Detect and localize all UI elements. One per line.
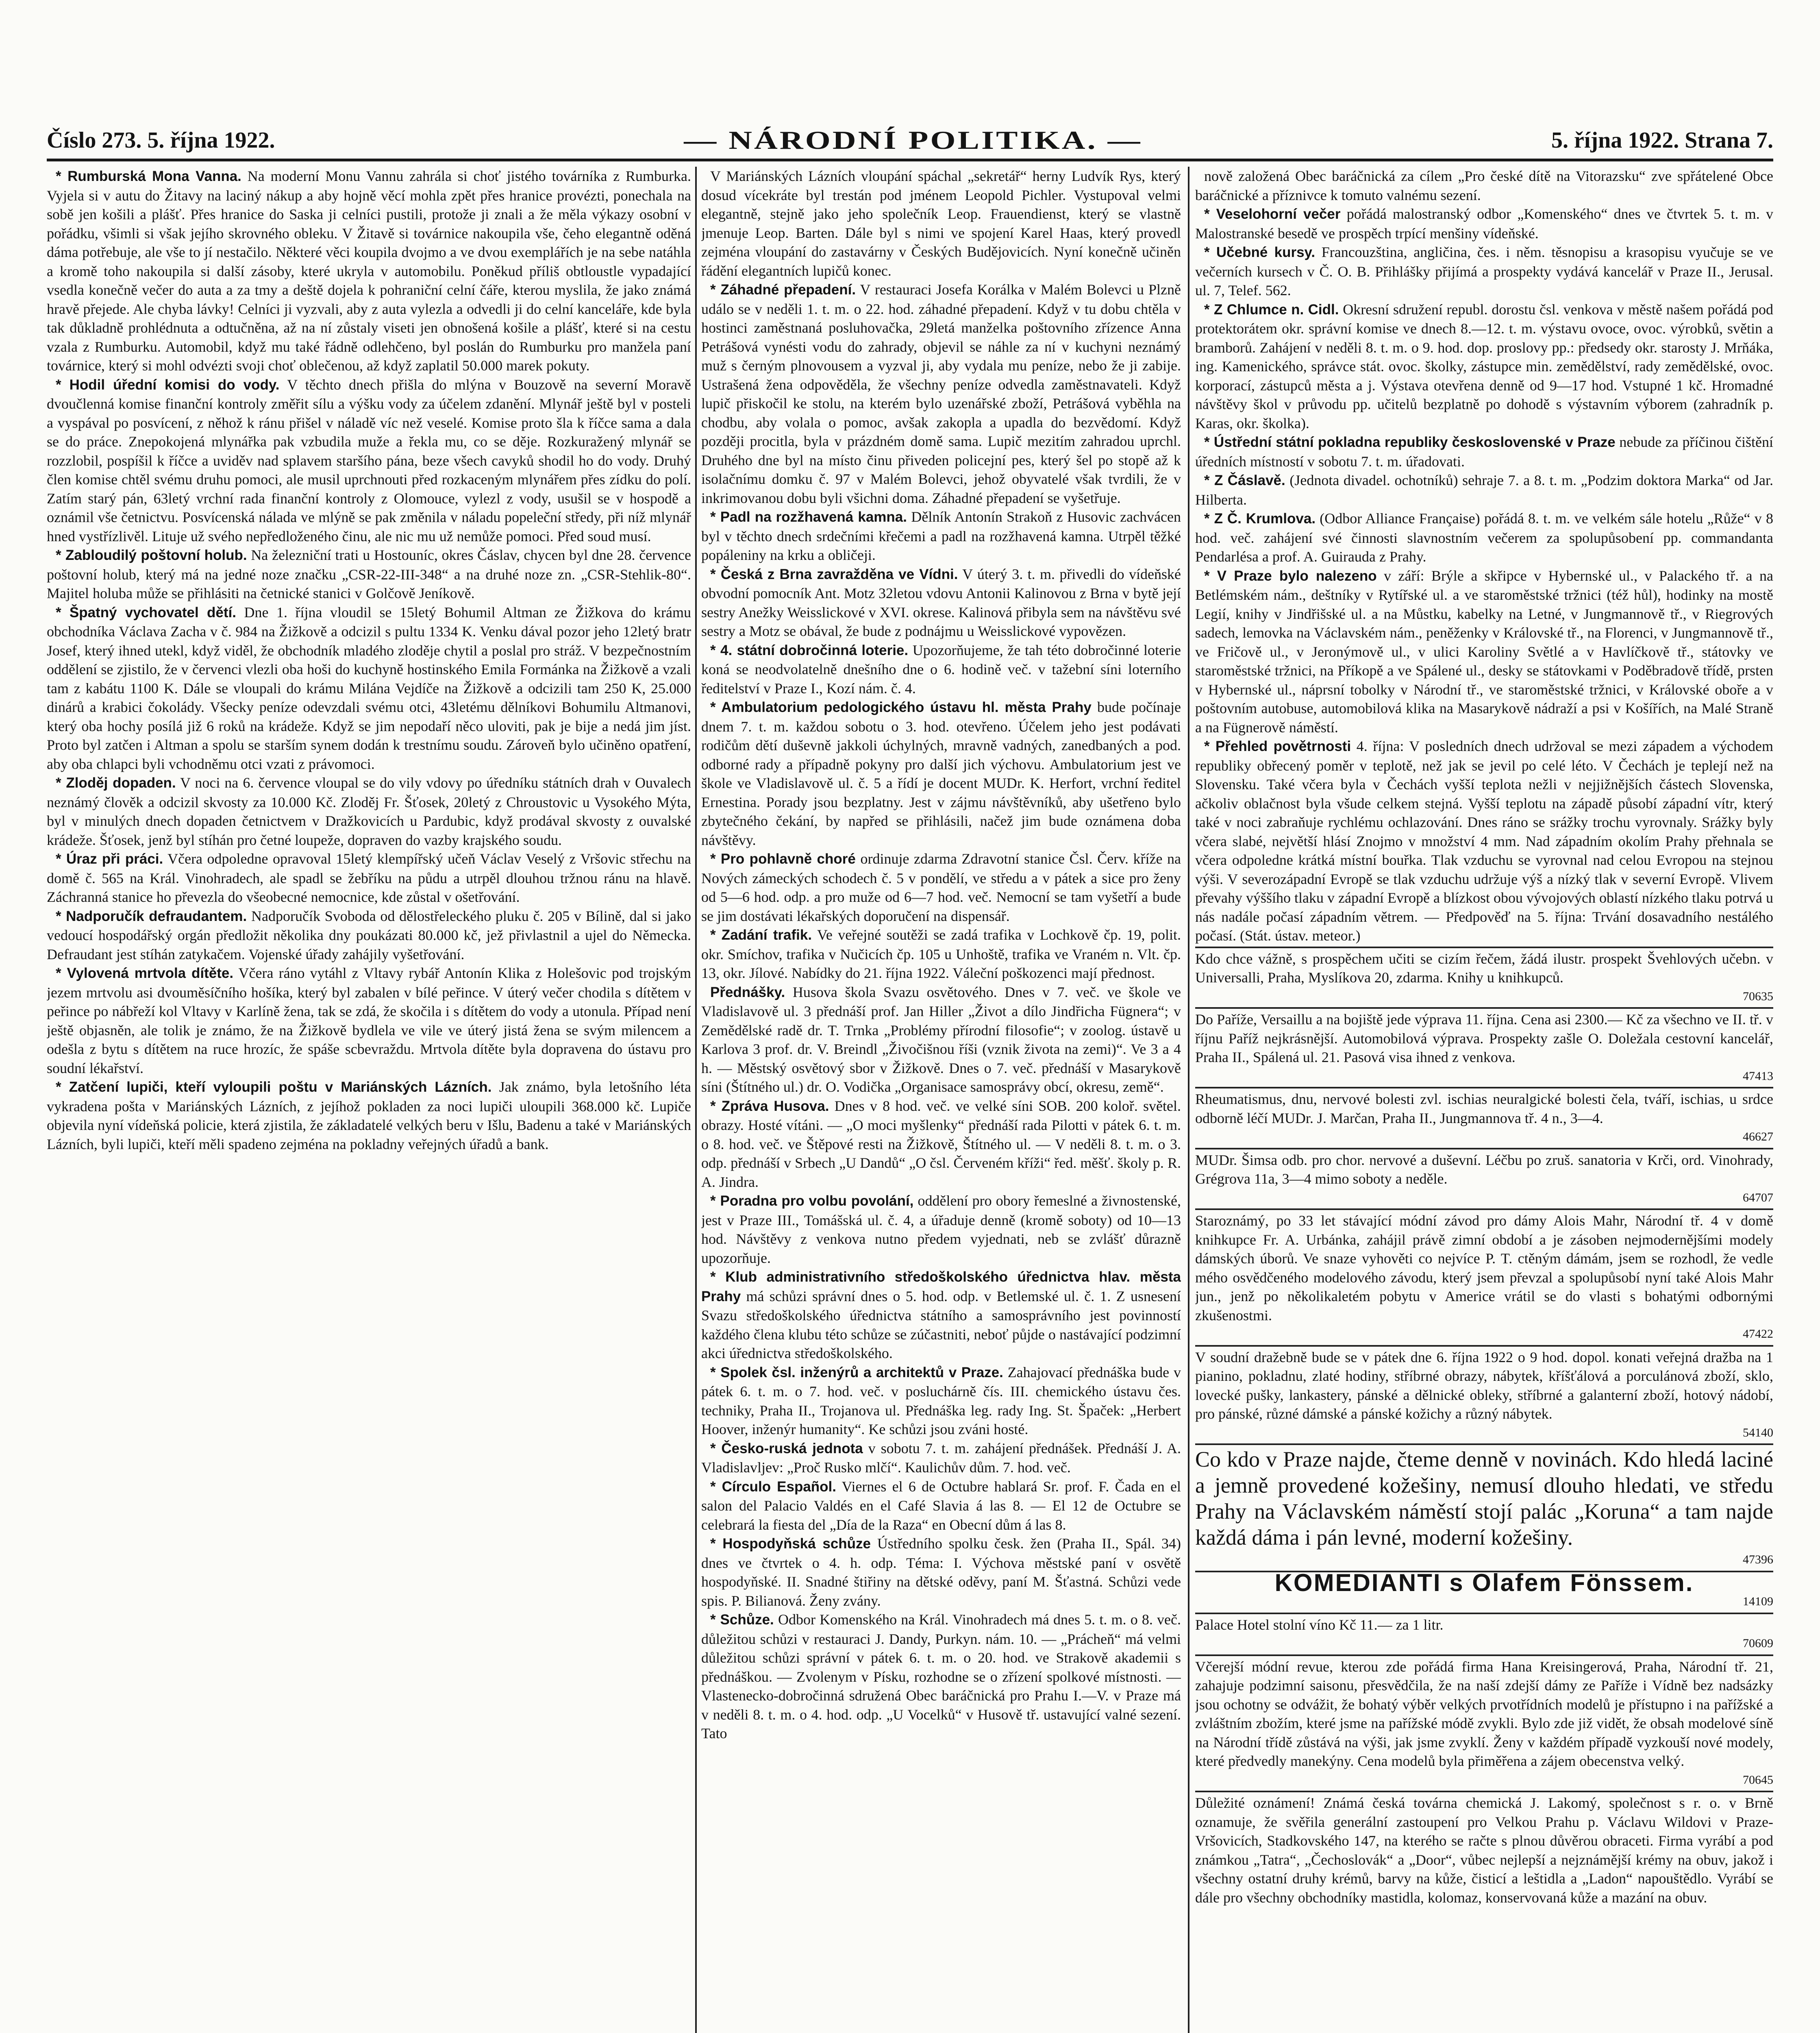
- advertisement: [1195, 1148, 1773, 1208]
- ad-reference-number: 70635: [1743, 989, 1773, 1003]
- article: [701, 1439, 1181, 1477]
- article-body: Včera odpoledne opravoval 15letý klempířský učeň Václav Veselý z Vršovic střechu na domě č. 565 na Král. Vinohradech, ale spadl se žebříku na půdu a utrpěl dlouhou tržnou ránu na hlavě. Záchranná stanice ho převezla do všeobecné nemocnice, kde zůstal v ošetřování.: [47, 851, 691, 905]
- article-body: má schůzi správní dnes o 5. hod. odp. v Betlemské ul. č. 1. Z usnesení Svazu středoškolského úřednictva státního a samosprávního jest povinností každého člena klubu této schůze se zúčastniti, neboť půjde o nastávající podzimní akci úřednictva středoškolského.: [701, 1288, 1181, 1361]
- article-headline: * Vylovená mrtvola dítěte.: [56, 965, 234, 981]
- article: [47, 375, 691, 546]
- advertisement-text: Rheumatismus, dnu, nervové bolesti zvl. ischias neuralgické bolesti čela, tváří, ischias, u srdce odborně léčí MUDr. J. Marčan, Praha II., Jungmannova tř. 4 n., 3—4.: [1195, 1091, 1773, 1126]
- article-headline: * Schůze.: [710, 1612, 774, 1628]
- article-body: ordinuje zdarma Zdravotní stanice Čsl. Červ. kříže na Nových zámeckých schodech č. 5 v pondělí, ve středu a v pátek a sice pro ženy od 5—6 hod. odp. a pro muže od 6—7 hod. več. Nemocní se tam vyšetří a bude se jim dostávati lékařských doporučení na dispensář.: [701, 851, 1181, 924]
- article: [701, 1097, 1181, 1192]
- article-body: Viernes el 6 de Octubre hablará Sr. prof. F. Čada en el salon del Palacio Valdés en el Café Slavia á las 8. — El 12 de Octubre se celebrará la fiesta del „Día de la Raza“ en Obecní dům á las 8.: [701, 1478, 1181, 1533]
- column-2: [701, 167, 1181, 2033]
- column-3: [1195, 167, 1773, 2033]
- article: [1195, 471, 1773, 509]
- article: [701, 698, 1181, 849]
- advertisement: [1195, 1443, 1773, 1569]
- column-rule: [695, 167, 697, 2033]
- ad-reference-number: 47396: [1743, 1553, 1773, 1566]
- article: [1195, 433, 1773, 471]
- advertisement-text: Do Paříže, Versaillu a na bojiště jede výprava 11. října. Cena asi 2300.— Kč za všechno ve II. tř. v říjnu Paříž nejkrásnější. Automobilová výprava. Prospekty zašle O. Doležala cestovní kancelář, Praha II., Spálená ul. 21. Pasová visa ihned z venkova.: [1195, 1011, 1773, 1065]
- advertisement-text: Staroznámý, po 33 let stávající módní závod pro dámy Alois Mahr, Národní tř. 4 v domě knihkupce Fr. A. Urbánka, zahájil právě zimní období a je zásoben nejmodernějšími modely dámských úborů. Ve snaze vyhověti co nejvíce P. T. ctěným dámám, jsem se rozhodl, že vedle mého osvědčeného modelového závodu, který jsem převzal a spolupůsobí nyní také Alois Mahr jun., jenž po několikaletém pobytu v Americe vrátil se do vlasti s bohatými odbornými zkušenostmi.: [1195, 1212, 1773, 1323]
- article-body: V restauraci Josefa Korálka v Malém Bolevci u Plzně událo se v neděli 1. t. m. o 22. hod. záhadné přepadení. Když v tu dobu chtěla v hostinci zaměstnaná posluhovačka, 29letá manželka poštovního zřízence Anna Petrášová vynésti vodu do zahrady, objevil se náhle za ní v kuchyni neznámý muž s černým plnovousem a vyzval ji, aby vydala mu peníze, nebo že ji zabije. Ustrašená žena odpověděla, že všechny peníze odvedla zaměstnavateli. Když lupič přiskočil ke stolu, na kterém bylo uzenářské zboží, Petrášová vyběhla na chodbu, aby volala o pomoc, avšak zakopla a upadla do bezvědomí. Když později procitla, byla v prázdném domě sama. Lupič mezitím zahradou uprchl. Druhého dne byl na místo činu přiveden policejní pes, který šel po stopě až k isolačnímu domku č. 97 v Malém Bolevci, jehož obyvatelé však tvrdili, že v inkrimovanou dobu byli všichni doma. Záhadné přepadení se vyšetřuje.: [701, 281, 1181, 506]
- article-headline: * Rumburská Mona Vanna.: [56, 168, 241, 184]
- article: [47, 603, 691, 774]
- issue-number-date: Číslo 273. 5. října 1922.: [47, 128, 275, 153]
- ad-reference-number: 70645: [1743, 1773, 1773, 1787]
- article-body: Odbor Komenského na Král. Vinohradech má dnes 5. t. m. o 8. več. důležitou schůzi v restauraci J. Dandy, Purkyn. nám. 10. — „Prácheň“ má velmi důležitou schůzi správní v pátek 6. t. m. o 20. hod. ve Strakově akademii s přednáškou. — Zvolenym v Písku, rozhodne se o zřízení spolkové místnosti. — Vlastenecko-dobročinná sdružená Obec baráčnická pro Prahu I.—V. v Praze má v neděli 8. t. m. o 4. hod. odp. „U Vocelků“ v Husově tř. ustavující valné sezení. Tato: [701, 1611, 1181, 1741]
- article-body: Na železniční trati u Hostouníc, okres Čáslav, chycen byl dne 28. července poštovní holub, který má na jedné noze značku „CSR-22-III-348“ a na druhé noze zn. „CSR-Stehlik-80“. Majitel holuba může se přihlásiti na četnické stanici v Golčově Jeníkově.: [47, 547, 691, 601]
- article: [1195, 509, 1773, 566]
- article-headline: * Zpráva Husova.: [710, 1098, 829, 1114]
- article: [1195, 737, 1773, 945]
- article-headline: * Z Č. Krumlova.: [1204, 511, 1316, 527]
- article: [701, 167, 1181, 280]
- advertisement: [1195, 1007, 1773, 1086]
- advertisement: [1195, 1613, 1773, 1653]
- article-body: 4. října: V posledních dnech udržoval se mezi západem a východem republiky obřecený poměr v teplotě, než jak se jevil po celé léto. V Čechách je teplejí než na Slovensku. Také včera byla v Čechách vyšší teplota nežli v nejjižnějších částech Slovenska, ačkoliv oblačnost byla všude celkem stejná. Vyšší teplotu na západě působí západní vítr, který také v noci zabraňuje rychlému ochlazování. Dnes ráno se srážky trochu vyrovnaly. Srážky byly včera slabé, největší hlásí Znojmo v množství 4 mm. Nad západním okolím Prahy přehnala se včera odpoledne krátká místní bouřka. Tlak vzduchu se vyrovnal nad celou Evropou na stejnou výši. V severozápadní Evropě se tlak vzduchu udržuje výš a nízký tlak v severní Evropě. Vlivem převahy výššího tlaku v západní Evropě a blízkost obou vývojových oblastí nízkého tlaku potrvá u nás nadále počasí západním větrem. — Předpověď na 5. října: Trvání dosavadního nestálého počasí. (Stát. ústav. meteor.): [1195, 738, 1773, 944]
- article-body: Ve veřejné soutěži se zadá trafika v Lochkově čp. 19, polit. okr. Smíchov, trafika v Nučicích čp. 105 u Unhoště, trafika ve Vraném n. Vlt. čp. 13, okr. Jílové. Nabídky do 21. října 1922. Váleční poškozenci mají přednost.: [701, 927, 1181, 981]
- article: [701, 507, 1181, 565]
- advertisement-text: Kdo chce vážně, s prospěchem učiti se cizím řečem, žádá ilustr. prospekt Švehlových učebn. v Universalli, Praha, Myslíkova 20, zdarma. Knihy u knihkupců.: [1195, 950, 1773, 986]
- article: [701, 280, 1181, 507]
- article-headline: * Zadání trafik.: [710, 927, 812, 943]
- ad-reference-number: 54140: [1743, 1426, 1773, 1439]
- article: [47, 907, 691, 964]
- page-header: [47, 122, 1773, 161]
- article-body: Husova škola Svazu osvětového. Dnes v 7. več. ve škole ve Vladislavově ul. 3 přednáší prof. Jan Hiller „Život a dílo Jindřicha Fügnera“; v Zemědělské radě dr. T. Trnka „Problémy přírodní filosofie“; v zoolog. ústavě u Karlova 3 prof. dr. V. Breindl „Živočišnou říši (vznik života na zemi)“. Ve 3 a 4 h. — Městský osvětový sbor v Žižkově. Dnes o 7. več. přednáší v Masarykově síni (Štítného ul.) dr. O. Vodička „Organisace samosprávy obcí, okresu, země“.: [701, 984, 1181, 1095]
- article-headline: Přednášky.: [710, 984, 785, 1000]
- article-body: Dělník Antonín Strakoň z Husovic zachvácen byl v těchto dnech srdečními křečemi a padl na rozžhavená kamna. Utrpěl těžké popáleniny na krku a obličeji.: [701, 509, 1181, 563]
- article-body: (Jednota divadel. ochotníků) sehraje 7. a 8. t. m. „Podzim doktora Marka“ od Jar. Hilberta.: [1195, 472, 1773, 508]
- article-headline: * Ústřední státní pokladna republiky československé v Praze: [1204, 434, 1616, 450]
- article-headline: * Círculo Español.: [710, 1478, 836, 1495]
- column-3-articles: [1195, 167, 1773, 945]
- advertisement: [1195, 1571, 1773, 1611]
- article: [1195, 566, 1773, 737]
- article: [47, 849, 691, 907]
- article: [701, 1267, 1181, 1363]
- article-headline: * Pro pohlavně choré: [710, 851, 856, 867]
- article: [701, 849, 1181, 925]
- article: [47, 1077, 691, 1154]
- article-body: Zahajovací přednáška bude v pátek 6. t. m. o 7. hod. več. v posluchárně čís. III. chemického ústavu čes. techniky, Praha II., Trojanova ul. Přednáška leg. rady Ing. St. Špaček: „Herbert Hoover, inženýr humanity“. Ke schůzi jsou zváni hosté.: [701, 1364, 1181, 1437]
- article-headline: * Klub administrativního středoškolského úřednictva hlav. města Prahy: [701, 1269, 1181, 1304]
- masthead-title: — NÁRODNÍ POLITIKA. —: [684, 126, 1142, 155]
- article-body: Nadporučík Svoboda od dělostřeleckého pluku č. 205 v Bílině, dal si jako vedoucí hospodářský orgán předložit několika dny poukázati 80.000 kč, jež přivlastnil a ujel do Německa. Defraudant jest stíhán zatykačem. Vojenské úřady zahájily vyšetřování.: [47, 908, 691, 962]
- article: [47, 167, 691, 375]
- article-headline: * 4. státní dobročinná loterie.: [710, 642, 909, 658]
- article: [1195, 300, 1773, 433]
- article-body: oddělení pro obory řemeslné a živnostenské, jest v Praze III., Tomášská ul. č. 4, a úřaduje denně (kromě soboty) od 10—13 hod. Návštěvy z venkova nutno předem vyjednati, neb se zvlášť důrazně upozorňuje.: [701, 1193, 1181, 1266]
- article-body: Jak známo, byla letošního léta vykradena pošta v Mariánských Lázních, z jejíhož pokladen za noci lupiči uloupili 368.000 kč. Lupiče objevila nyní vídeňská policie, která zjistila, že základatelé velkých beru v Išlu, Badenu a také v Mariánských Lázních, byli lupiči, kteří měli spadeno zejména na pokladny veřejných úřadů a bank.: [47, 1079, 691, 1152]
- advertisement-text: Včerejší módní revue, kterou zde pořádá firma Hana Kreisingerová, Praha, Národní tř. 21, zahajuje podzimní saisonu, přesvědčila, že na naší zdejší dámy ze Paříže i Vídně bez nadsázky jsou ochotny se odvážit, že bohatý výběr velkých prvotřídních modelů je přístupno i na pařížské a zvláštním zbožím, které jsme na pařížské módě zvykli. Bylo zde již vidět, že obsah modelové síně na Národní třídě zůstává na výši, jak jsme zvyklí. Ženy v každém případě vyzkouší nové modely, které předvedly manekýny. Cena modelů byla přiměřena a zájem obecenstva velký.: [1195, 1658, 1773, 1769]
- article: [701, 1534, 1181, 1610]
- article-body: Ústředního spolku česk. žen (Praha II., Spál. 34) dnes ve čtvrtek o 4. h. odp. Téma: I. Výchova městské paní v osvětě hospodyňské. II. Snadné štiřiny na dětské oděvy, paní M. Šťastná. Schůzi vede spis. P. Bilianová. Ženy zvány.: [701, 1535, 1181, 1609]
- article-body: pořádá malostranský odbor „Komenského“ dnes ve čtvrtek 5. t. m. v Malostranské besedě ve prospěch trpící menšiny vídeňské.: [1195, 206, 1773, 242]
- article-headline: * Ambulatorium pedologického ústavu hl. města Prahy: [710, 699, 1092, 715]
- article-body: Francouzština, angličina, čes. i něm. těsnopisu a krasopisu vyučuje se ve večerních kursech v Č. O. B. Přihlášky přijímá a prospekty vydává kancelář v Praze II., Jerusal. ul. 7, Telef. 562.: [1195, 244, 1773, 298]
- article: [701, 1363, 1181, 1439]
- advertisement: [1195, 1791, 1773, 1907]
- article-body: nově založená Obec baráčnická za cílem „Pro české dítě na Vitorazsku“ zve spřátelené Obce baráčnické a příznivce k tomuto valnému sezení.: [1195, 168, 1773, 203]
- article-headline: * Hospodyňská schůze: [710, 1536, 871, 1552]
- ad-reference-number: 70609: [1743, 1637, 1773, 1650]
- advertisement: [1195, 947, 1773, 1006]
- article-body: V úterý 3. t. m. přivedli do vídeňské obvodní pomocník Ant. Motz 32letou vdovu Antonii Kalinovou z Brna v bytě její sestry Anežky Weisslickové v XVI. okrese. Kalinová přibyla sem na návštěvu své sestry a Motz se obával, že bude z podnájmu u Weisslickové vypovězen.: [701, 566, 1181, 639]
- article-headline: * Záhadné přepadení.: [710, 282, 856, 298]
- article-headline: * Z Čáslavě.: [1204, 472, 1285, 488]
- article-body: bude počínaje dnem 7. t. m. každou sobotu o 3. hod. otevřeno. Účelem jeho jest podávati rodičům dětí duševně jakkoli úchylných, mravně vadných, zanedbaných a pod. odborné rady a případně pokyny pro další jich výchovu. Ambulatorium jest ve škole ve Vladislavově ul. č. 5 a řídí je docent MUDr. K. Herfort, vrchní ředitel Ernestina. Porady jsou bezplatny. Jest v zájmu návštěvníků, aby ušetřeno bylo zbytečného čekání, by napřed se přihlásili, načež jim bude oznámena doba návštěvy.: [701, 699, 1181, 848]
- ad-reference-number: 64707: [1743, 1191, 1773, 1204]
- article-body: V noci na 6. července vloupal se do vily vdovy po úředníku státních drah v Ouvalech neznámý člověk a odcizil skvosty za 10.000 Kč. Zloděj Fr. Šťosek, 20letý z Chroustovic u Vysokého Mýta, byl v minulých dnech dopaden četnictvem v Dražkovicích u Pardubic, když prodával skvosty z ouvalské krádeže. Šťosek, jenž byl stíhán pro četné loupeže, dopraven do vazby krajského soudu.: [47, 775, 691, 848]
- article: [47, 964, 691, 1077]
- article-headline: * V Praze bylo nalezeno: [1204, 568, 1377, 584]
- advertisement: [1195, 1654, 1773, 1790]
- article: [701, 1610, 1181, 1743]
- article: [701, 1191, 1181, 1267]
- article-body: Dne 1. října vloudil se 15letý Bohumil Altman ze Žižkova do krámu obchodníka Václava Zacha v č. 984 na Žižkově a odcizil s pultu 1334 K. Venku dával pozor jeho 12letý bratr Josef, který ihned utekl, když viděl, že obchodník mladého zloděje chytil a poslal pro stráž. V bezpečnostním oddělení se zjistilo, že v červenci vlezli oba hoši do kuchyně hostinského Emila Formánka na Žižkově a vzali tam z kabátu 1100 K. Dále se vloupali do krámu Milána Vejdíče na Žižkově a odcizili tam 250 K, 25.000 dinárů a krabici čokolády. Všecky peníze odevzdali svému otci, 43letému dělníkovi Bohumilu Altmanovi, který oba hochy posílá již 6 roků na krádeže. Když se jim nepodaří něco uloviti, pak je bije a nedá jim jíst. Proto byl zatčen i Altman a spolu se starším synem dodán k trestnímu soudu. Zároveň bylo učiněno opatření, aby oba chlapci byli vchodněmu otci vzati z právomoci.: [47, 604, 691, 772]
- article-headline: * Z Chlumce n. Cidl.: [1204, 301, 1339, 318]
- article-body: nebude za příčinou čištění úředních místností v sobotu 7. t. m. úřadovati.: [1195, 434, 1773, 470]
- page-date-number: 5. října 1922. Strana 7.: [1551, 128, 1773, 153]
- article-headline: * Česko-ruská jednota: [710, 1440, 863, 1456]
- column-rule: [1188, 167, 1189, 2033]
- article-headline: * Zabloudilý poštovní holub.: [56, 547, 247, 563]
- advertisement-text: KOMEDIANTI s Olafem Fönssem.: [1274, 1569, 1694, 1596]
- ad-reference-number: 46627: [1743, 1130, 1773, 1143]
- article-body: v sobotu 7. t. m. zahájení přednášek. Přednáší J. A. Vladislavljev: „Proč Rusko mlčí“. Kaulichův dům. 7. hod. več.: [701, 1440, 1181, 1476]
- advertisement-text: Co kdo v Praze najde, čteme denně v novinách. Kdo hledá laciné a jemně provedené kožešiny, nemusí dlouho hledati, ve středu Prahy na Václavském náměstí stojí palác „Koruna“ a tam najde každá dáma i pán levné, moderní kožešiny.: [1195, 1447, 1773, 1550]
- article-headline: * Učebné kursy.: [1204, 244, 1316, 260]
- article-headline: * Přehled povětrnosti: [1204, 738, 1351, 754]
- article-body: Upozorňujeme, že tah této dobročinné loterie koná se neodvolatelně dnešního dne o 6. hodině več. v tažební síni loterního ředitelství v Praze I., Kozí nám. č. 4.: [701, 642, 1181, 697]
- article-headline: * Česká z Brna zavražděna ve Vídni.: [710, 566, 958, 582]
- article-headline: * Nadporučík defraudantem.: [56, 908, 247, 924]
- article-body: V těchto dnech přišla do mlýna v Bouzově na severní Moravě dvoučlenná komise finanční kontroly změřit sílu a výšku vody za účelem zdanění. Mlynář ještě byl v posteli a vyspával po posvícení, z něhož k ránu přišel v náladě víc než veselé. Komise proto šla k říčce sama a dala se do práce. Znepokojená mlynářka pak vzbudila muže a řekla mu, co se děje. Rozkuražený mlynář se rozzlobil, pospíšil k říčce a uviděv nad splavem staršího pána, beze všech cavyků shodil ho do vody. Druhý člen komise chtěl svému druhu pomoci, ale musil uprchnouti před rozkaceným mlynářem přes zídku do polí. Zatím starý pán, 63letý vrchní rada finanční kontroly z Olomouce, vylezl z vody, usušil se v hospodě a oznámil vše četnictvu. Posvícenská nálada ve mlýně se pak změnila v náladu popeleční středy, při níž mlynář hned vystřízlivěl. Lituje už svého nepředloženého činu, ale nic mu už nemůže pomoci. Před soud musí.: [47, 376, 691, 544]
- article-headline: * Úraz při práci.: [56, 851, 163, 867]
- article: [701, 925, 1181, 983]
- advertisement-text: V soudní dražebně bude se v pátek dne 6. října 1922 o 9 hod. dopol. konati veřejná dražba na 1 pianino, pokladnu, zlaté hodiny, stříbrné obrazy, nábytek, kříšťálová a porculánová zboží, sklo, lovecké pušky, lankastery, pánské a dělnické obleky, stříbrné a galanterní zboží, hotový nádobí, pro pánské, různé dámské a pánské kožichy a různý nábytek.: [1195, 1349, 1773, 1422]
- article-headline: * Zatčení lupiči, kteří vyloupili poštu v Mariánských Lázních.: [56, 1079, 492, 1095]
- article: [1195, 205, 1773, 243]
- ad-reference-number: 47413: [1743, 1069, 1773, 1083]
- article: [1195, 243, 1773, 300]
- article: [1195, 167, 1773, 205]
- article-body: (Odbor Alliance Française) pořádá 8. t. m. ve velkém sále hotelu „Růže“ v 8 hod. več. zahájení své činnosti slavnostním večerem za spolupůsobení pp. commandanta Pendarlésa a prof. A. Guirauda z Prahy.: [1195, 510, 1773, 565]
- article-headline: * Veselohorní večer: [1204, 206, 1341, 222]
- ad-reference-number: 47422: [1743, 1327, 1773, 1341]
- article-body: V Mariánských Lázních vloupání spáchal „sekretář“ herny Ludvík Rys, který dosud vícekráte byl trestán pod jménem Leopold Pichler. Vystupoval velmi elegantně, stejně jako jeho společník Leop. Frauendienst, který se vlastně jmenuje Leop. Barten. Dále byl s nimi ve spojení Karel Haas, který provedl zejména vloupání do zastavárny v Českých Budějovicích. Nyní konečně učiněn řádění elegantních lupičů konec.: [701, 168, 1181, 279]
- article-headline: * Zloděj dopaden.: [56, 775, 176, 791]
- article-headline: * Padl na rozžhavená kamna.: [710, 509, 907, 525]
- article-headline: * Špatný vychovatel dětí.: [56, 604, 236, 620]
- article-body: v září: Brýle a skřipce v Hybernské ul., v Palackého tř. a na Betlémském nám., deštníky v Rytířské ul. a ve staroměstské tržnici (též hůl), hodinky na mostě Legií, knihy v Jindřišské ul. a na Můstku, kabelky na Letné, v Jungmannově tř., v Riegrových sadech, lemovka na Václavském nám., peněženky v Královské tř., na Florenci, v Jungmannově tř., ve Fričově ul., v Jeronýmově ul., v ulici Karoliny Světlé a v Havlíčkově tř., státovky ve staroměstské tržnici, na Příkopě a ve Spálené ul., desky se státovkami v Poděbradově třídě, prsten v Hybernské ul., náprsní tobolky v Národní tř., ve staroměstské tržnici, v Královské oboře a v poštovním autobuse, automobilová klika na Masarykově nádraží a psi v Košířích, na Malé Straně a na Fügnerově náměstí.: [1195, 567, 1773, 736]
- article-headline: * Poradna pro volbu povolání,: [710, 1193, 914, 1209]
- advertisement: [1195, 1087, 1773, 1147]
- advertisement-text: MUDr. Šimsa odb. pro chor. nervové a duševní. Léčbu po zruš. sanatoria v Krči, ord. Vinohrady, Grégrova 11a, 3—4 mimo soboty a neděle.: [1195, 1151, 1773, 1187]
- advertisement: [1195, 1208, 1773, 1344]
- article: [701, 641, 1181, 698]
- article: [701, 1477, 1181, 1535]
- ad-reference-number: 14109: [1743, 1595, 1773, 1608]
- article-body: Okresní sdružení republ. dorostu čsl. venkova v městě našem pořádá pod protektorátem okr. správní komise ve dnech 8.—12. t. m. výstavu ovoce, ovoc. výrobků, světin a bramborů. Zahájení v neděli 8. t. m. o 9. hod. dop. proslovy pp.: předsedy okr. starosty J. Mrňáka, ing. Kamenického, správce stát. ovoc. školky, zástupce min. zemědělství, rady zemědělské, ovoc. korporací, zástupců města a j. Výstava otevřena denně od 9—17 hod. Vstupné 1 kč. Hromadné návštěvy škol v průvodu pp. učitelů bezplatně po dohodě s výstavním výborem (zahradník p. Karas, okr. školka).: [1195, 301, 1773, 431]
- article: [47, 546, 691, 603]
- column-1: [47, 167, 691, 2033]
- advertisement-text: Palace Hotel stolní víno Kč 11.— za 1 litr.: [1195, 1616, 1444, 1633]
- article: [701, 983, 1181, 1097]
- article-body: Dnes v 8 hod. več. ve velké síni SOB. 200 koloř. světel. obrazy. Hosté vítáni. — „O moci myšlenky“ přednáší rada Pilotti v pátek 6. t. m. o 8. hod. več. ve Štěpové resti na Žižkově, Štítného ul. — V neděli 8. t. m. o 3. odp. přednáší v Srbech „U Dandů“ „O čsl. Červeném kříži“ řed. měšť. školy p. R. A. Jindra.: [701, 1097, 1181, 1190]
- advertisement-text: Důležité oznámení! Známá česká továrna chemická J. Lakomý, společnost s r. o. v Brně oznamuje, že svěřila generální zastoupení pro Velkou Prahu p. Václavu Wildovi v Praze-Vršovicích, Stadkovského 147, na kterého se račte s plnou důvěrou obraceti. Firma vyrábí a pod známkou „Tatra“, „Čechoslovák“ a „Door“, vůbec nejlepší a nejznámější krémy na obuv, jakož i všechny ostatní druhy krémů, barvy na kůže, čisticí a leštidla a „Ladon“ napouštědlo. Vyrábí se dále pro všechny obchodníky mastidla, kolomaz, konservovaná kůže a mazání na obuv.: [1195, 1795, 1773, 1906]
- article-body: Na moderní Monu Vannu zahrála si choť jistého továrníka z Rumburka. Vyjela si v autu do Žitavy na laciný nákup a aby hojně věcí mohla zpět přes hranice provézti, ponechala na sobě jen košili a plášť. Přes hranice do Saska ji celníci pustili, protože ji znali a že měla výkazy osobní v pořádku, všimli si však jejího skrovného obleku. V Žitavě si továrnice nakoupila vše, čeho elegantně oděná dáma potřebuje, ale vše to jí nestačilo. Některé věci koupila dvojmo a ve dvou exemplářích je na sebe natáhla a kromě toho nakoupila si další zásoby, které ukryla v automobilu. Poněkud příliš obtloustle vypadající vsedla konečně večer do auta a za tmy a deště dojela k pohraniční celní čáře, kterou myslila, že jako známá hravě přejede. Ale chyba lávky! Celníci ji vyzvali, aby z auta vylezla a odvedli ji do celní kanceláře, kde byla tak důkladně prohlédnuta a odtučněna, až na ní zůstaly viseti jen obnošená košile a plášť, které si na cestu vzala z Rumburku. Automobil, když mu také řádně odlehčeno, byl poslán do Rumburku pro manžela paní továrnice, který si mohl odvézti svoji choť oblečenou, až když zaplatil 50.000 marek pokuty.: [47, 168, 691, 374]
- advertisement: [1195, 1345, 1773, 1443]
- article: [701, 565, 1181, 641]
- advertisements: [1195, 947, 1773, 1907]
- article: [47, 773, 691, 849]
- article-headline: * Spolek čsl. inženýrů a architektů v Praze.: [710, 1364, 1003, 1380]
- article-headline: * Hodil úřední komisi do vody.: [56, 377, 280, 393]
- article-body: Včera ráno vytáhl z Vltavy rybář Antonín Klika z Holešovic pod trojským jezem mrtvolu asi dvouměsíčního hošíka, který byl zabalen v bílé peřince. V úterý večer chodila s dítětem v peřince po nábřeží kol Vltavy v Karlíně žena, tak se zdá, že skočila i s dítětem do vody a utonula. Případ není ještě objasněn, ale tolik je známo, že na Žižkově bydlela ve vile ve úterý jistá žena se svým milencem a odešla z bytu s dítětem na ruce hrozíc, že spáše scbevraždu. Mrtvola dítěte byla dopravena do ústavu pro soudní lékařství.: [47, 965, 691, 1076]
